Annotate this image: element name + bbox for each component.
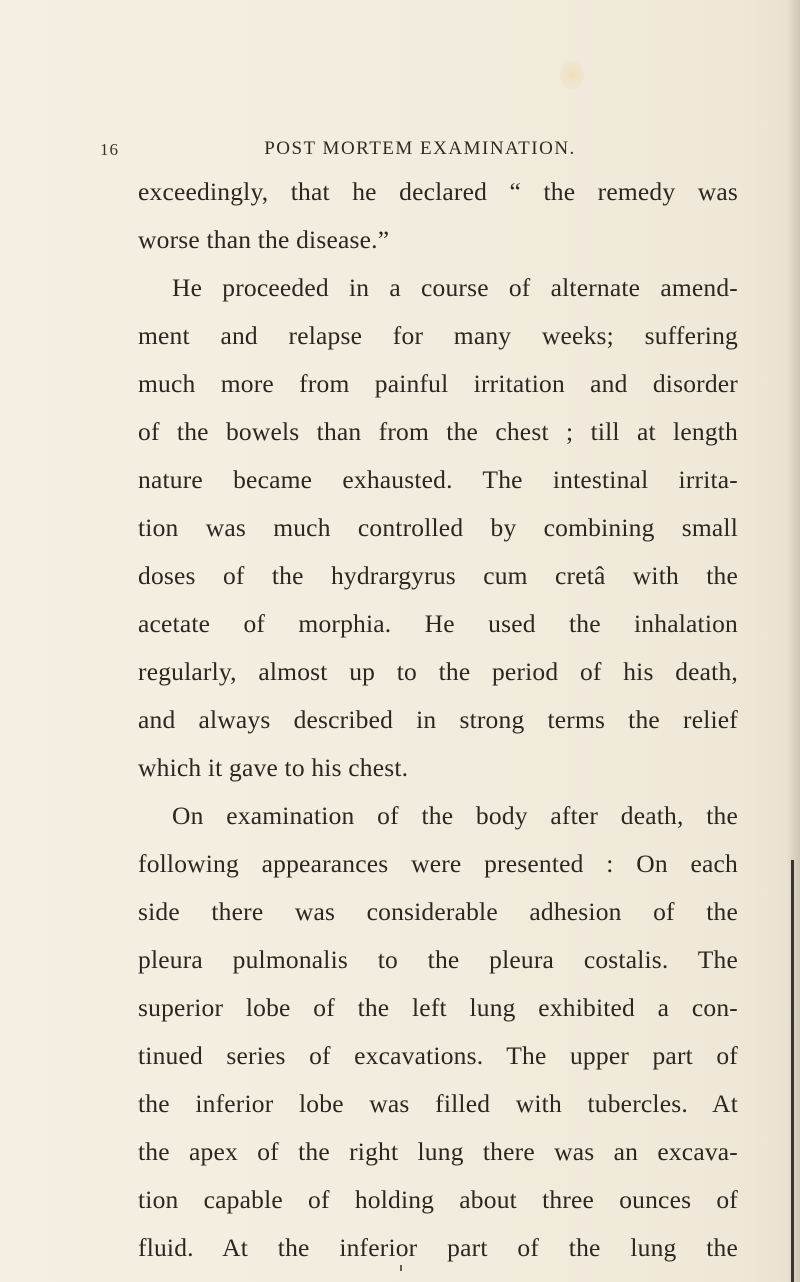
text-line: tion was much controlled by combining small	[138, 513, 738, 542]
text-line: tinued series of excavations. The upper part of	[138, 1041, 738, 1070]
text-line: much more from painful irritation and disorder	[138, 369, 738, 398]
text-line: ment and relapse for many weeks; suffering	[138, 321, 738, 350]
text-line: and always described in strong terms the relief	[138, 705, 738, 734]
text-line: acetate of morphia. He used the inhalation	[138, 609, 738, 638]
text-line: the inferior lobe was filled with tubercles. At	[138, 1089, 738, 1118]
text-line: nature became exhausted. The intestinal irrita-	[138, 465, 738, 494]
text-line: of the bowels than from the chest ; till at length	[138, 417, 738, 446]
text-line: exceedingly, that he declared “ the remedy was	[138, 177, 738, 206]
text-line: the apex of the right lung there was an excava-	[138, 1137, 738, 1166]
text-line: which it gave to his chest.	[138, 753, 409, 782]
text-line: superior lobe of the left lung exhibited a con-	[138, 993, 738, 1022]
text-line: side there was considerable adhesion of the	[138, 897, 738, 926]
text-line: fluid. At the inferior part of the lung the	[138, 1233, 738, 1262]
page-header	[100, 138, 740, 172]
paper-stain	[560, 60, 584, 90]
text-line: tion capable of holding about three ounces of	[138, 1185, 738, 1214]
text-line: doses of the hydrargyrus cum cretâ with the	[138, 561, 738, 590]
running-head: POST MORTEM EXAMINATION.	[264, 138, 576, 159]
binding-edge-line	[791, 860, 794, 1282]
paragraph-start-line: He proceeded in a course of alternate amend-	[172, 273, 738, 302]
text-line: worse than the disease.”	[138, 225, 390, 254]
text-line: regularly, almost up to the period of his death,	[138, 657, 738, 686]
text-line: following appearances were presented : On each	[138, 849, 738, 878]
signature-mark	[400, 1265, 402, 1271]
paragraph-start-line: On examination of the body after death, the	[172, 801, 738, 830]
text-line: pleura pulmonalis to the pleura costalis. The	[138, 945, 738, 974]
page-number: 16	[100, 140, 119, 159]
body-text	[138, 168, 738, 1272]
